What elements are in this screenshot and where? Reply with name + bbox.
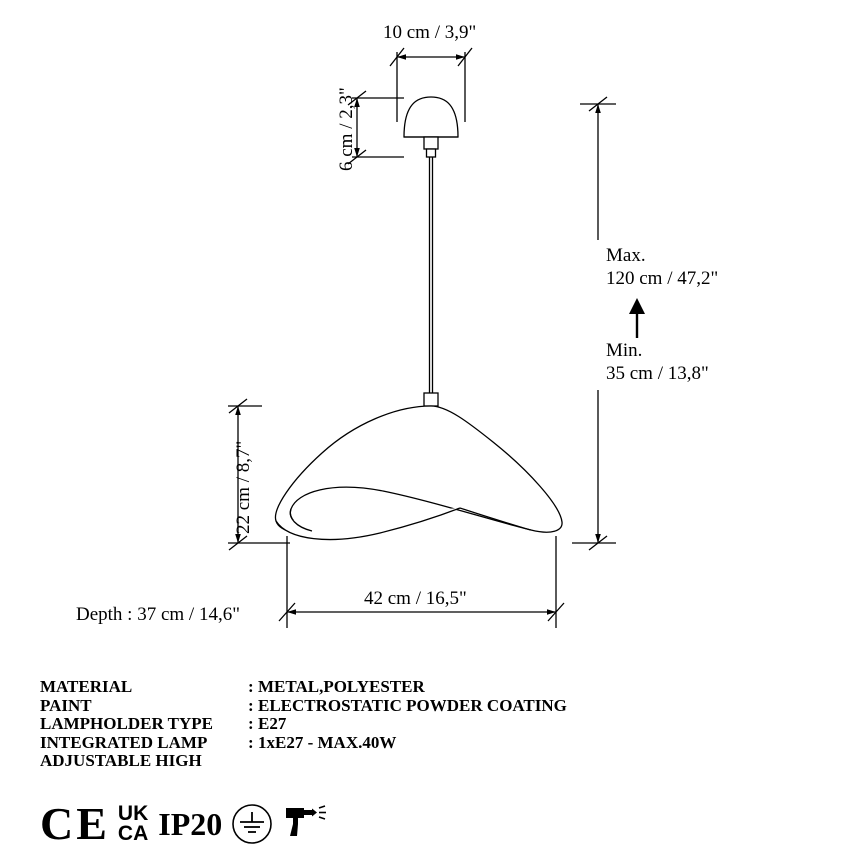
spec-key: MATERIAL [40, 677, 133, 696]
ce-mark-icon: CE [40, 798, 110, 849]
table-row [40, 678, 567, 697]
spec-value: ELECTROSTATIC POWDER COATING [258, 695, 567, 715]
min-height-value: 35 cm / 13,8" [606, 363, 709, 384]
canopy-height-label: 6 cm / 2,3" [336, 87, 357, 171]
spec-value: METAL,POLYESTER [258, 677, 425, 696]
min-height-label: Min. [606, 340, 643, 361]
powder-coating-spray-gun-icon [282, 802, 328, 846]
adjustable-height-arrow [629, 298, 645, 338]
ip-rating-label: IP20 [158, 806, 223, 842]
shade-top-collar [424, 393, 438, 406]
lamp-shade [275, 406, 562, 539]
max-height-value: 120 cm / 47,2" [606, 268, 719, 289]
earth-ground-icon [230, 802, 274, 846]
suspension-cable [430, 157, 433, 393]
spec-colon: : [248, 677, 254, 696]
spec-colon: : [248, 714, 254, 733]
depth-label: Depth : 37 cm / 14,6" [76, 604, 240, 625]
adjustable-height-note: ADJUSTABLE HIGH [40, 751, 202, 770]
table-row [40, 715, 567, 734]
specification-table [40, 678, 567, 771]
spec-key: LAMPHOLDER TYPE [40, 714, 214, 733]
certification-marks [40, 800, 328, 848]
ukca-line-2: CA [117, 822, 149, 845]
overall-height-dimension [572, 97, 616, 550]
spec-value: 1xE27 - MAX.40W [258, 732, 397, 752]
shade-width-dimension [279, 536, 564, 628]
canopy-width-label: 10 cm / 3,9" [383, 22, 477, 43]
spec-colon: : [248, 732, 254, 752]
table-row [40, 734, 567, 753]
ceiling-canopy [404, 97, 458, 157]
spec-colon: : [248, 695, 254, 715]
shade-width-label: 42 cm / 16,5" [364, 588, 467, 609]
spec-key: INTEGRATED LAMP [40, 732, 208, 752]
table-row [40, 697, 567, 716]
ukca-line-1: UK [117, 802, 149, 825]
max-height-label: Max. [606, 245, 646, 266]
ukca-mark-icon [118, 804, 148, 844]
spec-value: E27 [258, 714, 287, 733]
spec-key: PAINT [40, 695, 92, 715]
shade-height-label: 22 cm / 8,7" [233, 440, 254, 534]
